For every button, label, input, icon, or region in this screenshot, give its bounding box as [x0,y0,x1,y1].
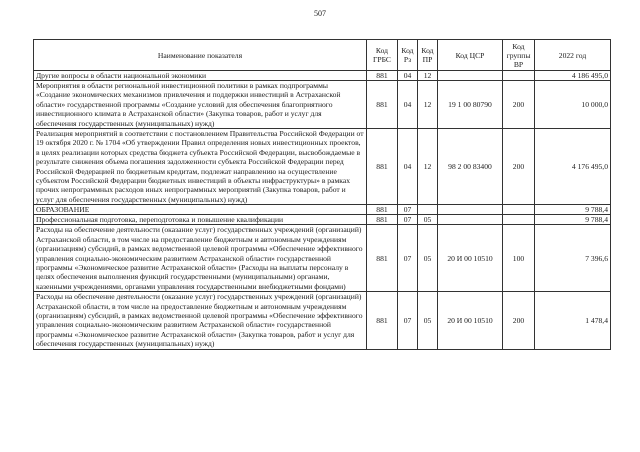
row-vr: 100 [503,225,535,292]
row-pr: 12 [418,81,438,129]
header-pr [418,40,438,71]
row-rz: 07 [398,292,418,349]
row-pr: 12 [418,129,438,205]
budget-table [33,39,611,350]
row-rz: 07 [398,205,418,215]
header-grbs [367,40,398,71]
row-vr [503,215,535,225]
row-amount: 10 000,0 [535,81,611,129]
row-name: Профессиональная подготовка, переподготовка и повышение квалификации [34,215,367,225]
row-grbs: 881 [367,225,398,292]
row-name: Мероприятия в области региональной инвестиционной политики в рамках подпрограммы «Создание экономических механизмов привлечения и поддержки инвестиций в Астраханской области» государственной программы «Создание условий для обеспечения благоприятного инвестиционного климата в Астраханской области» (Закупка товаров, работ и услуг для обеспечения государственных (муниципальных) нужд) [34,81,367,129]
header-name: Наименование показателя [34,40,367,71]
table-row [34,292,611,349]
header-rz [398,40,418,71]
header-rz-line1: Код [401,46,414,55]
row-pr [418,205,438,215]
row-vr: 200 [503,81,535,129]
row-grbs: 881 [367,215,398,225]
header-rz-line2: Рз [403,55,412,64]
header-year: 2022 год [535,40,611,71]
table-row [34,205,611,215]
row-rz: 04 [398,71,418,81]
header-vr-line3: ВР [513,59,524,69]
header-grbs-line2: ГРБС [373,55,391,64]
header-vr [503,40,535,71]
header-csr: Код ЦСР [438,40,503,71]
row-vr: 200 [503,129,535,205]
row-grbs: 881 [367,71,398,81]
row-amount: 9 788,4 [535,215,611,225]
row-csr: 98 2 00 83400 [438,129,503,205]
row-grbs: 881 [367,129,398,205]
header-vr-line2: группы [506,50,531,60]
row-pr: 05 [418,292,438,349]
header-vr-line1: Код [512,41,525,51]
row-amount: 9 788,4 [535,205,611,215]
row-csr: 19 1 00 80790 [438,81,503,129]
header-pr-line2: ПР [422,55,433,64]
table-row [34,215,611,225]
row-pr: 05 [418,215,438,225]
row-csr: 20 И 00 10510 [438,225,503,292]
row-grbs: 881 [367,81,398,129]
row-csr [438,71,503,81]
row-csr [438,205,503,215]
row-grbs: 881 [367,292,398,349]
table-header-row [34,40,611,71]
row-amount: 7 396,6 [535,225,611,292]
table-row [34,81,611,129]
row-name: Расходы на обеспечение деятельности (оказание услуг) государственных учреждений (организаций) Астраханской области, в том числе на предоставление бюджетным и автономным учреждениям (организациям) субсидий, в рамках ведомственной целевой программы «Обеспечение эффективного управления социально-экономическим развитием Астраханской области» государственной программы «Экономическое развитие Астраханской области» (Закупка товаров, работ и услуг для обеспечения государственных (муниципальных) нужд) [34,292,367,349]
row-csr: 20 И 00 10510 [438,292,503,349]
row-name: Расходы на обеспечение деятельности (оказание услуг) государственных учреждений (организаций) Астраханской области, в том числе на предоставление бюджетным и автономным учреждениям (организациям) субсидий, в рамках ведомственной целевой программы «Обеспечение эффективного управления социально-экономическим развитием Астраханской области» государственной программы «Экономическое развитие Астраханской области» (Расходы на выплаты персоналу в целях обеспечения выполнения функций государственными (муниципальными) органами, казенными учреждениями, органами управления государственными внебюджетными фондами) [34,225,367,292]
row-rz: 07 [398,225,418,292]
page-number: 507 [314,9,326,18]
row-vr [503,205,535,215]
row-pr: 12 [418,71,438,81]
row-amount: 4 176 495,0 [535,129,611,205]
row-amount: 4 186 495,0 [535,71,611,81]
table-row [34,129,611,205]
row-vr [503,71,535,81]
table-row [34,225,611,292]
row-csr [438,215,503,225]
header-grbs-line1: Код [375,46,389,55]
row-rz: 04 [398,81,418,129]
row-amount: 1 478,4 [535,292,611,349]
row-rz: 04 [398,129,418,205]
row-name: Другие вопросы в области национальной экономики [34,71,367,81]
row-grbs: 881 [367,205,398,215]
header-pr-line1: Код [421,46,434,55]
row-name: ОБРАЗОВАНИЕ [34,205,367,215]
row-vr: 200 [503,292,535,349]
row-name: Реализация мероприятий в соответствии с постановлением Правительства Российской Федерации от 19 октября 2020 г. № 1704 «Об утверждении Правил определения новых инвестиционных проектов, в целях реализации которых средства бюджета субъекта Российской Федерации, высвобождаемые в результате снижения объема погашения задолженности субъекта Российской Федерации перед Российской Федерацией по бюджетным кредитам, подлежат направлению на осуществление субъектом Российской Федерации бюджетных инвестиций в объекты инфраструктуры» в рамках прочих непрограммных расходов иных непрограммных мероприятий (Закупка товаров, работ и услуг для обеспечения государственных (муниципальных) нужд) [34,129,367,205]
row-pr: 05 [418,225,438,292]
row-rz: 07 [398,215,418,225]
table-row [34,71,611,81]
